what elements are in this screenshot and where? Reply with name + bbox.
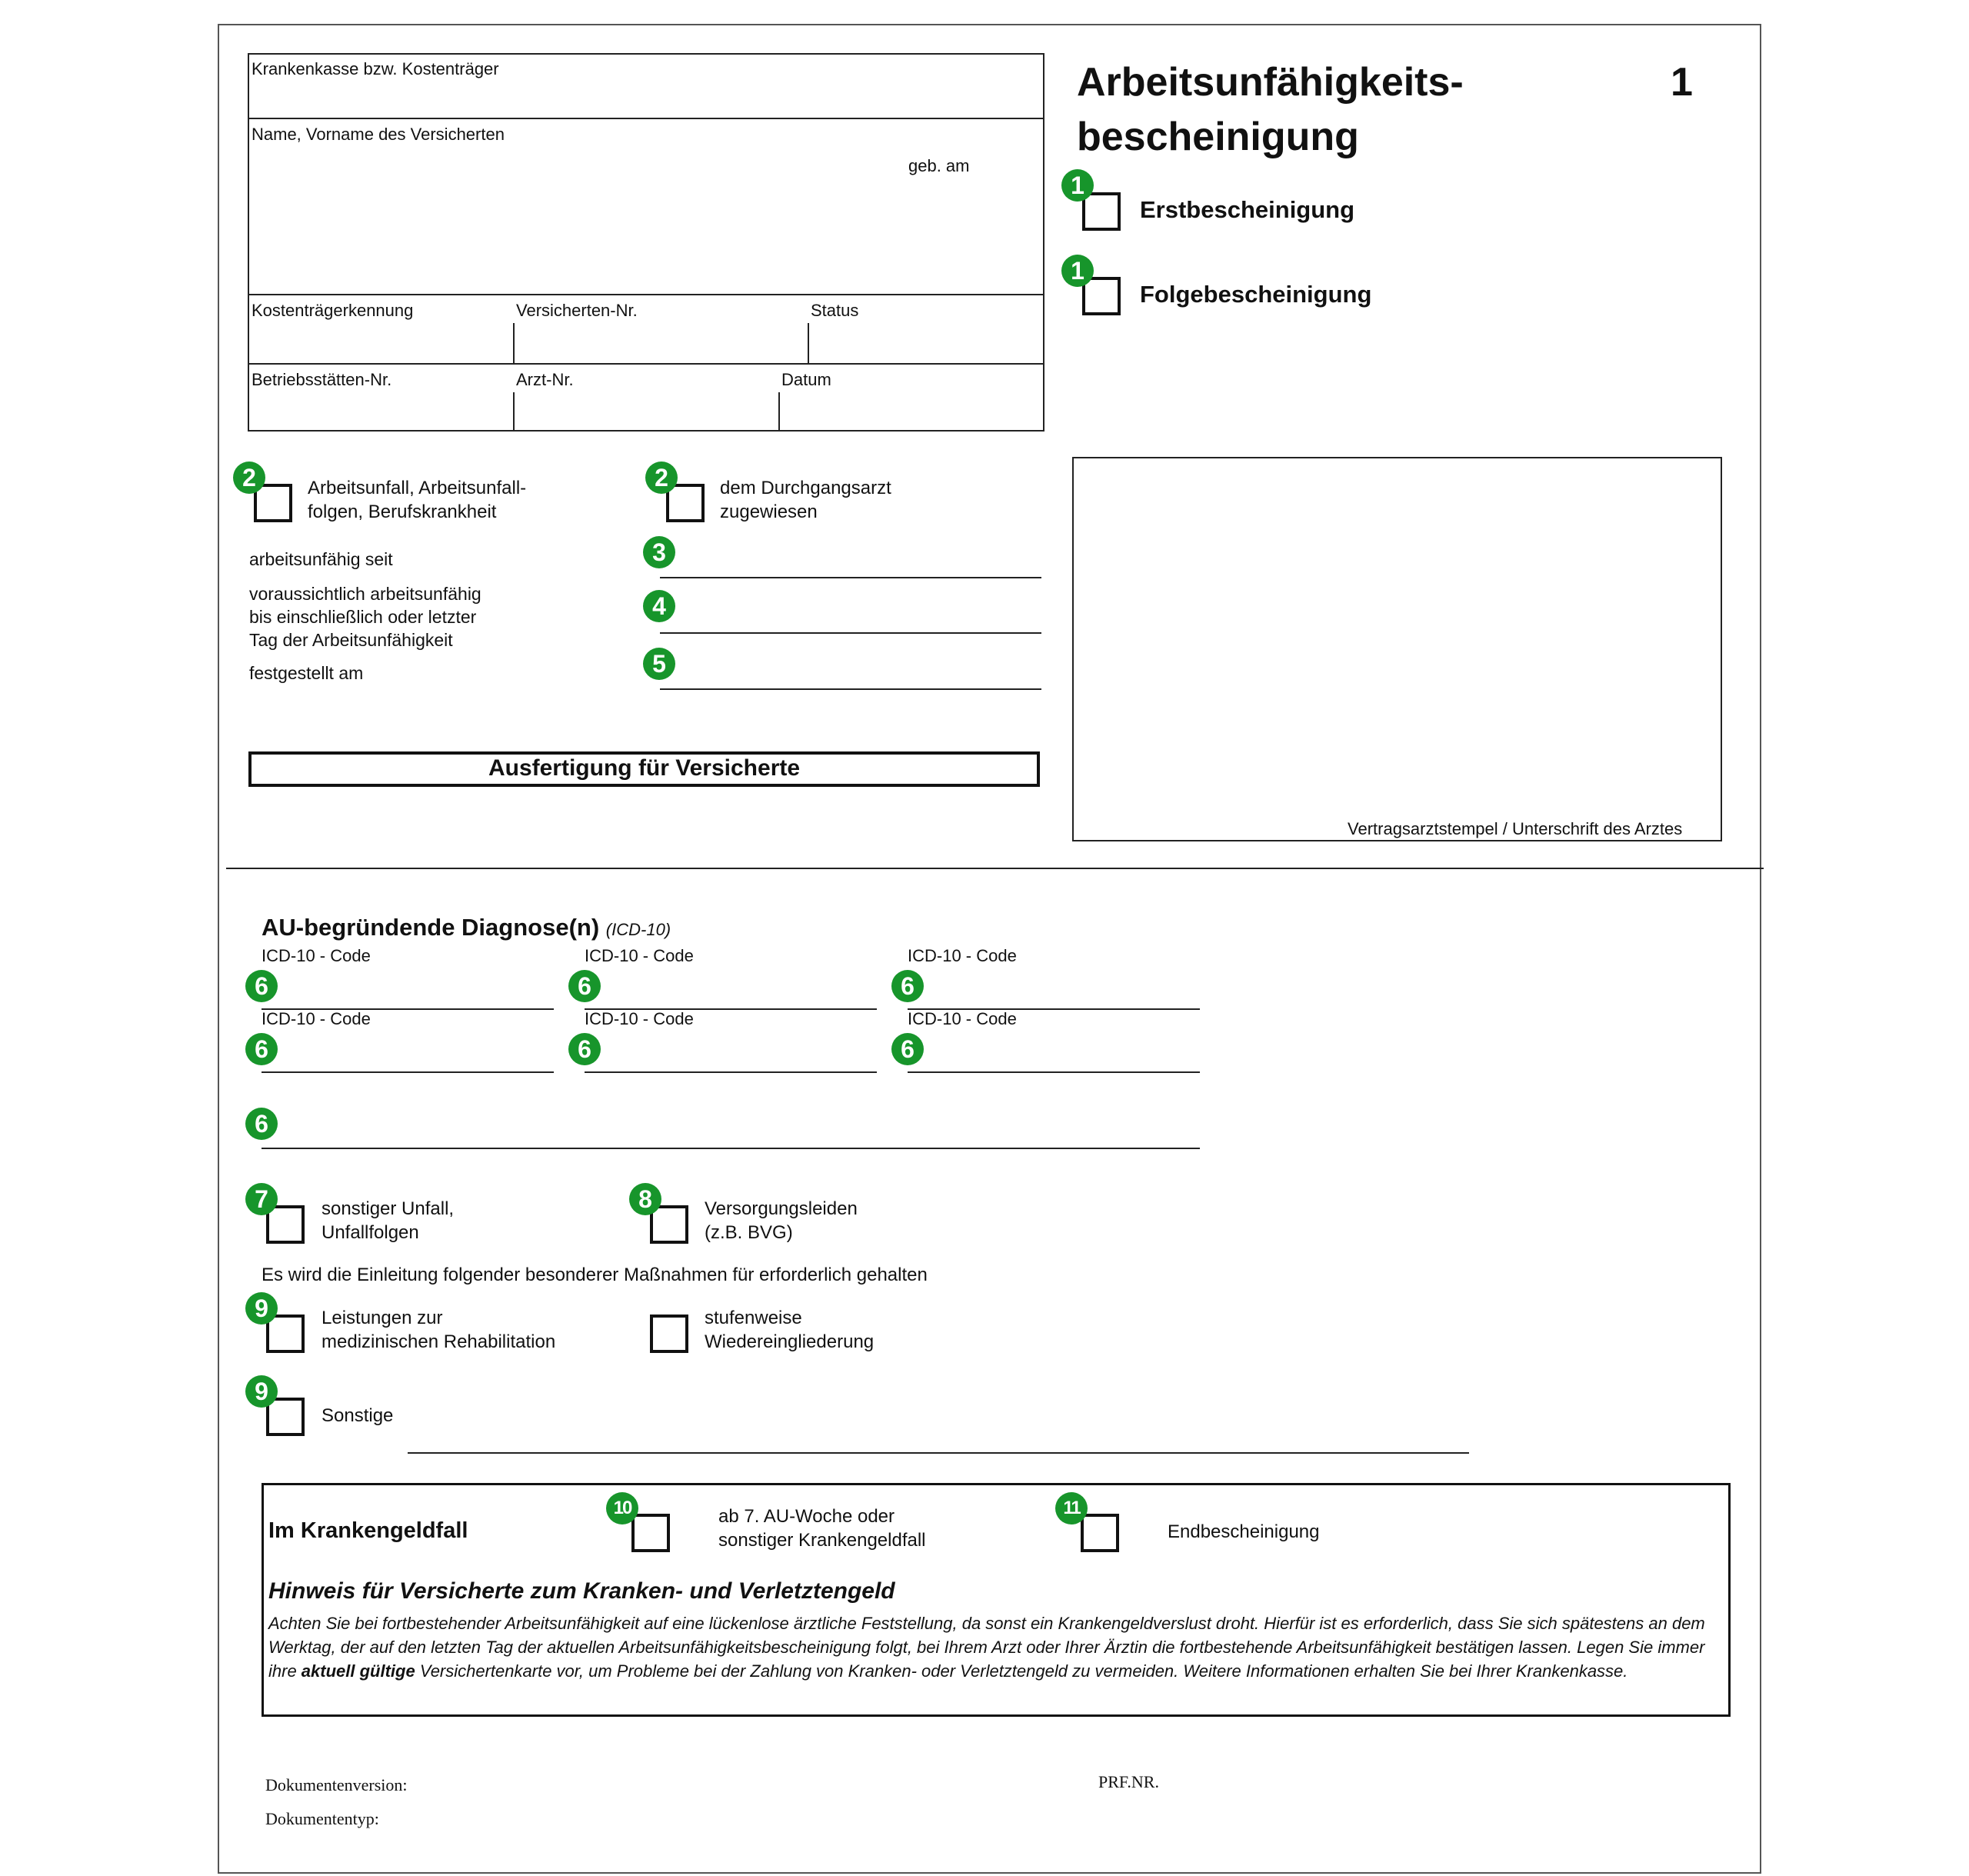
site-number-label: Betriebsstätten-Nr. [252, 370, 392, 389]
supply-ailment-label-l2: (z.B. BVG) [705, 1222, 793, 1243]
rehab-label-l1: Leistungen zur [322, 1308, 443, 1328]
icd-code-label: ICD-10 - Code [262, 946, 371, 965]
icd-code-field[interactable] [262, 1071, 554, 1073]
badge-6-icon: 6 [891, 970, 924, 1002]
badge-6-icon: 6 [568, 1033, 601, 1065]
icd-code-label: ICD-10 - Code [585, 1009, 694, 1028]
unfit-since-label: arbeitsunfähig seit [249, 549, 393, 569]
form-title-line1: Arbeitsunfähigkeits- [1077, 60, 1464, 105]
unfit-until-label-l1: voraussichtlich arbeitsunfähig [249, 584, 481, 604]
prf-number-label: PRF.NR. [1098, 1772, 1159, 1791]
other-accident-label-l1: sonstiger Unfall, [322, 1198, 455, 1219]
diagnosis-heading-text: AU-begründende Diagnose(n) [262, 914, 600, 941]
week7-label-l2: sonstiger Krankengeldfall [718, 1530, 926, 1551]
unfit-since-line[interactable] [660, 577, 1041, 578]
final-certificate-checkbox[interactable] [1081, 1514, 1119, 1552]
supply-ailment-label-l1: Versorgungsleiden [705, 1198, 858, 1219]
divider [248, 294, 1044, 295]
birthdate-label: geb. am [908, 156, 970, 175]
first-certificate-checkbox[interactable] [1082, 192, 1121, 231]
unfit-until-label-l3: Tag der Arbeitsunfähigkeit [249, 630, 453, 650]
hint-text-part1: Achten Sie bei fortbestehender Arbeitsunfähigkeit auf eine lückenlose ärztliche Feststellung, da sonst ein Krankengeldverslust droht. Hierfür ist es erforderlich, dass Sie sich spätestens an dem Werktag, der auf den letzten Tag der aktuellen Arbeitsunfähigkeitsbescheinigung folgt, bei Ihrem Arzt oder Ihrer Ärztin die fortbestehende Arbeitsunfähigkeit bestätigen lassen. Legen Sie immer ihre [268, 1614, 1705, 1681]
gradual-reintegration-label-l1: stufenweise [705, 1308, 802, 1328]
copy-for-insured-text: Ausfertigung für Versicherte [488, 755, 801, 781]
badge-3-icon: 3 [643, 536, 675, 568]
badge-1-icon: 1 [1061, 169, 1094, 202]
status-label: Status [811, 301, 859, 320]
insured-number-label: Versicherten-Nr. [516, 301, 638, 320]
badge-5-icon: 5 [643, 648, 675, 680]
hint-title: Hinweis für Versicherte zum Kranken- und Verletztengeld [268, 1578, 895, 1604]
badge-11-icon: 11 [1055, 1492, 1088, 1524]
icd-code-label: ICD-10 - Code [908, 1009, 1017, 1028]
gradual-reintegration-checkbox[interactable] [650, 1315, 688, 1353]
follow-certificate-label: Folgebescheinigung [1140, 281, 1372, 308]
special-measures-label: Es wird die Einleitung folgender besonderer Maßnahmen für erforderlich gehalten [262, 1265, 928, 1285]
divider [248, 363, 1044, 365]
insured-name-label: Name, Vorname des Versicherten [252, 125, 505, 144]
misc-measures-line[interactable] [408, 1452, 1469, 1454]
section-separator [226, 868, 1764, 869]
work-accident-label-l1: Arbeitsunfall, Arbeitsunfall- [308, 478, 527, 498]
badge-2-icon: 2 [233, 462, 265, 494]
field-separator [513, 392, 515, 432]
doctor-stamp-caption: Vertragsarztstempel / Unterschrift des Arztes [1348, 819, 1683, 838]
copy-number: 1 [1671, 60, 1693, 105]
diagnosis-heading-note: (ICD-10) [605, 920, 671, 939]
date-label: Datum [781, 370, 831, 389]
document-type-label: Dokumententyp: [265, 1809, 379, 1828]
badge-7-icon: 7 [245, 1183, 278, 1215]
doctor-stamp-box[interactable] [1072, 457, 1722, 841]
durchgangsarzt-label-l1: dem Durchgangsarzt [720, 478, 891, 498]
badge-4-icon: 4 [643, 590, 675, 622]
determined-on-label: festgestellt am [249, 663, 364, 683]
badge-6-icon: 6 [245, 1033, 278, 1065]
gradual-reintegration-label-l2: Wiedereingliederung [705, 1331, 875, 1352]
insurer-label: Krankenkasse bzw. Kostenträger [252, 59, 499, 78]
field-separator [778, 392, 780, 432]
hint-text-bold: aktuell gültige [301, 1661, 415, 1681]
hint-text-part2: Versichertenkarte vor, um Probleme bei der Zahlung von Kranken- oder Verletztengeld zu vermeiden. Weitere Informationen erhalten Sie bei Ihrer Krankenkasse. [415, 1661, 1628, 1681]
week7-checkbox[interactable] [631, 1514, 670, 1552]
work-accident-label-l2: folgen, Berufskrankheit [308, 501, 497, 522]
badge-9-icon: 9 [245, 1375, 278, 1408]
unfit-until-line[interactable] [660, 632, 1041, 634]
badge-2-icon: 2 [645, 462, 678, 494]
icd-code-label: ICD-10 - Code [585, 946, 694, 965]
rehab-label-l2: medizinischen Rehabilitation [322, 1331, 556, 1352]
icd-code-label: ICD-10 - Code [262, 1009, 371, 1028]
badge-1-icon: 1 [1061, 255, 1094, 287]
first-certificate-label: Erstbescheinigung [1140, 196, 1355, 223]
field-separator [808, 323, 809, 363]
badge-10-icon: 10 [606, 1492, 638, 1524]
form-title-line2: bescheinigung [1077, 115, 1359, 159]
icd-code-field[interactable] [585, 1071, 877, 1073]
icd-code-field[interactable] [908, 1071, 1200, 1073]
document-version-label: Dokumentenversion: [265, 1775, 408, 1794]
badge-6-icon: 6 [245, 970, 278, 1002]
week7-label-l1: ab 7. AU-Woche oder [718, 1506, 895, 1527]
unfit-until-label-l2: bis einschließlich oder letzter [249, 607, 477, 627]
durchgangsarzt-label-l2: zugewiesen [720, 501, 818, 522]
diagnosis-free-text-field[interactable] [262, 1148, 1200, 1149]
determined-on-line[interactable] [660, 688, 1041, 690]
final-certificate-label: Endbescheinigung [1168, 1521, 1320, 1542]
insurer-id-label: Kostenträgerkennung [252, 301, 414, 320]
badge-8-icon: 8 [629, 1183, 661, 1215]
diagnosis-heading [262, 914, 671, 944]
misc-measures-label: Sonstige [322, 1405, 394, 1426]
badge-6-icon: 6 [245, 1108, 278, 1140]
sick-pay-heading: Im Krankengeldfall [268, 1518, 468, 1543]
icd-code-label: ICD-10 - Code [908, 946, 1017, 965]
badge-9-icon: 9 [245, 1292, 278, 1325]
badge-6-icon: 6 [568, 970, 601, 1002]
hint-text [268, 1611, 1714, 1683]
badge-6-icon: 6 [891, 1033, 924, 1065]
divider [248, 118, 1044, 119]
other-accident-label-l2: Unfallfolgen [322, 1222, 419, 1243]
doctor-number-label: Arzt-Nr. [516, 370, 574, 389]
field-separator [513, 323, 515, 363]
